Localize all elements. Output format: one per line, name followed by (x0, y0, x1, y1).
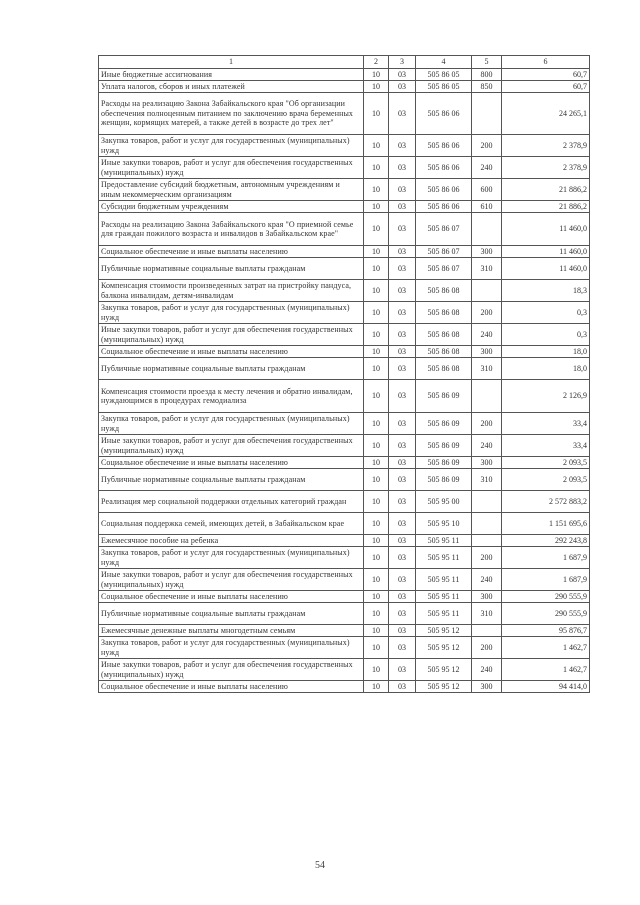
section-code-cell: 10 (364, 513, 389, 535)
subsection-code-cell: 03 (389, 413, 416, 435)
target-article-cell: 505 86 09 (416, 380, 472, 413)
amount-cell: 0,3 (502, 324, 590, 346)
target-article-cell: 505 95 11 (416, 603, 472, 625)
header-col-4: 4 (416, 56, 472, 69)
subsection-code-cell: 03 (389, 435, 416, 457)
amount-cell: 2 572 883,2 (502, 491, 590, 513)
table-row (99, 324, 590, 346)
expense-type-cell: 800 (472, 69, 502, 81)
section-code-cell: 10 (364, 569, 389, 591)
expense-name-cell: Закупка товаров, работ и услуг для государственных (муниципальных) нужд (99, 637, 364, 659)
subsection-code-cell: 03 (389, 201, 416, 213)
target-article-cell: 505 86 06 (416, 93, 472, 135)
target-article-cell: 505 86 06 (416, 157, 472, 179)
table-row (99, 380, 590, 413)
table-row (99, 625, 590, 637)
header-col-3: 3 (389, 56, 416, 69)
amount-cell: 33,4 (502, 413, 590, 435)
target-article-cell: 505 86 09 (416, 435, 472, 457)
table-row (99, 213, 590, 246)
expense-name-cell: Компенсация стоимости произведенных затрат на пристройку пандуса, балкона инвалидам, детям-инвалидам (99, 280, 364, 302)
expense-type-cell: 300 (472, 681, 502, 693)
amount-cell: 0,3 (502, 302, 590, 324)
table-row (99, 513, 590, 535)
page-number: 54 (315, 860, 325, 871)
amount-cell: 60,7 (502, 81, 590, 93)
subsection-code-cell: 03 (389, 457, 416, 469)
expense-name-cell: Социальное обеспечение и иные выплаты населению (99, 591, 364, 603)
expense-type-cell: 300 (472, 246, 502, 258)
expense-type-cell: 240 (472, 324, 502, 346)
target-article-cell: 505 86 08 (416, 302, 472, 324)
amount-cell: 11 460,0 (502, 258, 590, 280)
expense-name-cell: Закупка товаров, работ и услуг для государственных (муниципальных) нужд (99, 413, 364, 435)
amount-cell: 2 378,9 (502, 157, 590, 179)
table-row (99, 280, 590, 302)
expense-type-cell: 240 (472, 157, 502, 179)
section-code-cell: 10 (364, 591, 389, 603)
target-article-cell: 505 95 12 (416, 637, 472, 659)
expense-name-cell: Ежемесячное пособие на ребенка (99, 535, 364, 547)
section-code-cell: 10 (364, 681, 389, 693)
subsection-code-cell: 03 (389, 179, 416, 201)
amount-cell: 2 126,9 (502, 380, 590, 413)
expense-type-cell: 200 (472, 547, 502, 569)
header-col-2: 2 (364, 56, 389, 69)
target-article-cell: 505 86 06 (416, 201, 472, 213)
table-row (99, 659, 590, 681)
expense-type-cell: 240 (472, 659, 502, 681)
subsection-code-cell: 03 (389, 213, 416, 246)
expense-type-cell: 850 (472, 81, 502, 93)
amount-cell: 33,4 (502, 435, 590, 457)
expense-name-cell: Субсидии бюджетным учреждениям (99, 201, 364, 213)
target-article-cell: 505 86 09 (416, 457, 472, 469)
expense-type-cell: 610 (472, 201, 502, 213)
expense-type-cell (472, 513, 502, 535)
section-code-cell: 10 (364, 469, 389, 491)
expense-type-cell (472, 213, 502, 246)
subsection-code-cell: 03 (389, 491, 416, 513)
amount-cell: 1 151 695,6 (502, 513, 590, 535)
amount-cell: 1 687,9 (502, 569, 590, 591)
amount-cell: 290 555,9 (502, 603, 590, 625)
expense-name-cell: Расходы на реализацию Закона Забайкальского края "О приемной семье для граждан пожилого возраста и инвалидов в Забайкальском крае" (99, 213, 364, 246)
section-code-cell: 10 (364, 179, 389, 201)
subsection-code-cell: 03 (389, 659, 416, 681)
expense-type-cell (472, 625, 502, 637)
expense-type-cell: 200 (472, 302, 502, 324)
section-code-cell: 10 (364, 625, 389, 637)
table-row (99, 413, 590, 435)
subsection-code-cell: 03 (389, 513, 416, 535)
expense-type-cell: 200 (472, 413, 502, 435)
expense-type-cell: 600 (472, 179, 502, 201)
target-article-cell: 505 95 00 (416, 491, 472, 513)
table-row (99, 346, 590, 358)
table-header-row (99, 56, 590, 69)
expense-name-cell: Закупка товаров, работ и услуг для государственных (муниципальных) нужд (99, 302, 364, 324)
amount-cell: 11 460,0 (502, 213, 590, 246)
table-row (99, 302, 590, 324)
section-code-cell: 10 (364, 535, 389, 547)
expense-type-cell (472, 280, 502, 302)
expense-type-cell: 310 (472, 603, 502, 625)
expense-type-cell (472, 93, 502, 135)
section-code-cell: 10 (364, 346, 389, 358)
amount-cell: 292 243,8 (502, 535, 590, 547)
expense-name-cell: Социальное обеспечение и иные выплаты населению (99, 346, 364, 358)
subsection-code-cell: 03 (389, 535, 416, 547)
subsection-code-cell: 03 (389, 258, 416, 280)
header-col-6: 6 (502, 56, 590, 69)
table-row (99, 637, 590, 659)
expense-name-cell: Реализация мер социальной поддержки отдельных категорий граждан (99, 491, 364, 513)
target-article-cell: 505 86 09 (416, 469, 472, 491)
expense-name-cell: Иные закупки товаров, работ и услуг для обеспечения государственных (муниципальных) нужд (99, 435, 364, 457)
subsection-code-cell: 03 (389, 380, 416, 413)
section-code-cell: 10 (364, 258, 389, 280)
expense-name-cell: Публичные нормативные социальные выплаты гражданам (99, 358, 364, 380)
table-row (99, 469, 590, 491)
subsection-code-cell: 03 (389, 302, 416, 324)
section-code-cell: 10 (364, 380, 389, 413)
expense-type-cell: 300 (472, 457, 502, 469)
expense-type-cell: 200 (472, 135, 502, 157)
budget-table-sheet (98, 55, 589, 693)
amount-cell: 94 414,0 (502, 681, 590, 693)
expense-name-cell: Иные бюджетные ассигнования (99, 69, 364, 81)
target-article-cell: 505 95 10 (416, 513, 472, 535)
target-article-cell: 505 86 08 (416, 324, 472, 346)
section-code-cell: 10 (364, 659, 389, 681)
section-code-cell: 10 (364, 413, 389, 435)
section-code-cell: 10 (364, 157, 389, 179)
amount-cell: 95 876,7 (502, 625, 590, 637)
amount-cell: 1 687,9 (502, 547, 590, 569)
expense-type-cell: 310 (472, 469, 502, 491)
target-article-cell: 505 86 05 (416, 69, 472, 81)
section-code-cell: 10 (364, 280, 389, 302)
subsection-code-cell: 03 (389, 157, 416, 179)
amount-cell: 1 462,7 (502, 659, 590, 681)
table-row (99, 591, 590, 603)
target-article-cell: 505 86 08 (416, 358, 472, 380)
amount-cell: 60,7 (502, 69, 590, 81)
subsection-code-cell: 03 (389, 246, 416, 258)
section-code-cell: 10 (364, 637, 389, 659)
amount-cell: 11 460,0 (502, 246, 590, 258)
target-article-cell: 505 95 12 (416, 681, 472, 693)
header-col-5: 5 (472, 56, 502, 69)
subsection-code-cell: 03 (389, 591, 416, 603)
target-article-cell: 505 86 08 (416, 280, 472, 302)
amount-cell: 2 378,9 (502, 135, 590, 157)
subsection-code-cell: 03 (389, 93, 416, 135)
table-row (99, 603, 590, 625)
subsection-code-cell: 03 (389, 637, 416, 659)
expense-name-cell: Социальное обеспечение и иные выплаты населению (99, 457, 364, 469)
expense-name-cell: Уплата налогов, сборов и иных платежей (99, 81, 364, 93)
expense-type-cell: 300 (472, 591, 502, 603)
expense-type-cell (472, 535, 502, 547)
expense-name-cell: Иные закупки товаров, работ и услуг для обеспечения государственных (муниципальных) нужд (99, 324, 364, 346)
subsection-code-cell: 03 (389, 547, 416, 569)
target-article-cell: 505 95 11 (416, 569, 472, 591)
subsection-code-cell: 03 (389, 346, 416, 358)
expense-name-cell: Компенсация стоимости проезда к месту лечения и обратно инвалидам, нуждающимся в процедурах гемодиализа (99, 380, 364, 413)
table-row (99, 358, 590, 380)
section-code-cell: 10 (364, 603, 389, 625)
section-code-cell: 10 (364, 435, 389, 457)
target-article-cell: 505 86 05 (416, 81, 472, 93)
table-row (99, 681, 590, 693)
target-article-cell: 505 95 11 (416, 535, 472, 547)
expense-name-cell: Публичные нормативные социальные выплаты гражданам (99, 258, 364, 280)
section-code-cell: 10 (364, 69, 389, 81)
table-row (99, 246, 590, 258)
section-code-cell: 10 (364, 246, 389, 258)
expense-type-cell: 310 (472, 258, 502, 280)
section-code-cell: 10 (364, 201, 389, 213)
expense-name-cell: Предоставление субсидий бюджетным, автономным учреждениям и иным некоммерческим организациям (99, 179, 364, 201)
subsection-code-cell: 03 (389, 681, 416, 693)
subsection-code-cell: 03 (389, 135, 416, 157)
section-code-cell: 10 (364, 547, 389, 569)
subsection-code-cell: 03 (389, 69, 416, 81)
table-row (99, 69, 590, 81)
amount-cell: 18,0 (502, 358, 590, 380)
table-row (99, 179, 590, 201)
section-code-cell: 10 (364, 213, 389, 246)
amount-cell: 21 886,2 (502, 179, 590, 201)
table-row (99, 491, 590, 513)
target-article-cell: 505 95 11 (416, 547, 472, 569)
subsection-code-cell: 03 (389, 81, 416, 93)
amount-cell: 21 886,2 (502, 201, 590, 213)
subsection-code-cell: 03 (389, 280, 416, 302)
budget-table (98, 55, 590, 693)
amount-cell: 2 093,5 (502, 469, 590, 491)
table-row (99, 547, 590, 569)
subsection-code-cell: 03 (389, 625, 416, 637)
expense-name-cell: Иные закупки товаров, работ и услуг для обеспечения государственных (муниципальных) нужд (99, 157, 364, 179)
table-row (99, 135, 590, 157)
expense-type-cell: 200 (472, 637, 502, 659)
section-code-cell: 10 (364, 302, 389, 324)
expense-name-cell: Расходы на реализацию Закона Забайкальского края "Об организации обеспечения полноценным питанием по заключению врача беременных женщин, кормящих матерей, а также детей в возрасте до трех лет" (99, 93, 364, 135)
expense-type-cell: 310 (472, 358, 502, 380)
target-article-cell: 505 86 07 (416, 258, 472, 280)
section-code-cell: 10 (364, 491, 389, 513)
section-code-cell: 10 (364, 324, 389, 346)
target-article-cell: 505 86 09 (416, 413, 472, 435)
expense-name-cell: Иные закупки товаров, работ и услуг для обеспечения государственных (муниципальных) нужд (99, 659, 364, 681)
table-row (99, 457, 590, 469)
amount-cell: 290 555,9 (502, 591, 590, 603)
expense-type-cell: 240 (472, 435, 502, 457)
table-row (99, 201, 590, 213)
table-row (99, 81, 590, 93)
target-article-cell: 505 86 08 (416, 346, 472, 358)
target-article-cell: 505 95 11 (416, 591, 472, 603)
expense-name-cell: Закупка товаров, работ и услуг для государственных (муниципальных) нужд (99, 135, 364, 157)
section-code-cell: 10 (364, 457, 389, 469)
subsection-code-cell: 03 (389, 358, 416, 380)
subsection-code-cell: 03 (389, 569, 416, 591)
expense-type-cell (472, 491, 502, 513)
section-code-cell: 10 (364, 81, 389, 93)
target-article-cell: 505 86 07 (416, 213, 472, 246)
expense-type-cell (472, 380, 502, 413)
table-row (99, 535, 590, 547)
expense-type-cell: 240 (472, 569, 502, 591)
target-article-cell: 505 86 06 (416, 135, 472, 157)
section-code-cell: 10 (364, 93, 389, 135)
subsection-code-cell: 03 (389, 603, 416, 625)
table-body (99, 69, 590, 693)
target-article-cell: 505 95 12 (416, 659, 472, 681)
table-row (99, 93, 590, 135)
header-col-1: 1 (99, 56, 364, 69)
expense-name-cell: Ежемесячные денежные выплаты многодетным семьям (99, 625, 364, 637)
table-row (99, 258, 590, 280)
expense-type-cell: 300 (472, 346, 502, 358)
amount-cell: 24 265,1 (502, 93, 590, 135)
table-row (99, 569, 590, 591)
amount-cell: 1 462,7 (502, 637, 590, 659)
table-row (99, 435, 590, 457)
amount-cell: 18,0 (502, 346, 590, 358)
expense-name-cell: Иные закупки товаров, работ и услуг для обеспечения государственных (муниципальных) нужд (99, 569, 364, 591)
section-code-cell: 10 (364, 358, 389, 380)
target-article-cell: 505 95 12 (416, 625, 472, 637)
amount-cell: 2 093,5 (502, 457, 590, 469)
subsection-code-cell: 03 (389, 469, 416, 491)
expense-name-cell: Публичные нормативные социальные выплаты гражданам (99, 603, 364, 625)
expense-name-cell: Социальное обеспечение и иные выплаты населению (99, 681, 364, 693)
expense-name-cell: Социальная поддержка семей, имеющих детей, в Забайкальском крае (99, 513, 364, 535)
expense-name-cell: Социальное обеспечение и иные выплаты населению (99, 246, 364, 258)
expense-name-cell: Публичные нормативные социальные выплаты гражданам (99, 469, 364, 491)
target-article-cell: 505 86 07 (416, 246, 472, 258)
table-row (99, 157, 590, 179)
expense-name-cell: Закупка товаров, работ и услуг для государственных (муниципальных) нужд (99, 547, 364, 569)
target-article-cell: 505 86 06 (416, 179, 472, 201)
amount-cell: 18,3 (502, 280, 590, 302)
subsection-code-cell: 03 (389, 324, 416, 346)
section-code-cell: 10 (364, 135, 389, 157)
